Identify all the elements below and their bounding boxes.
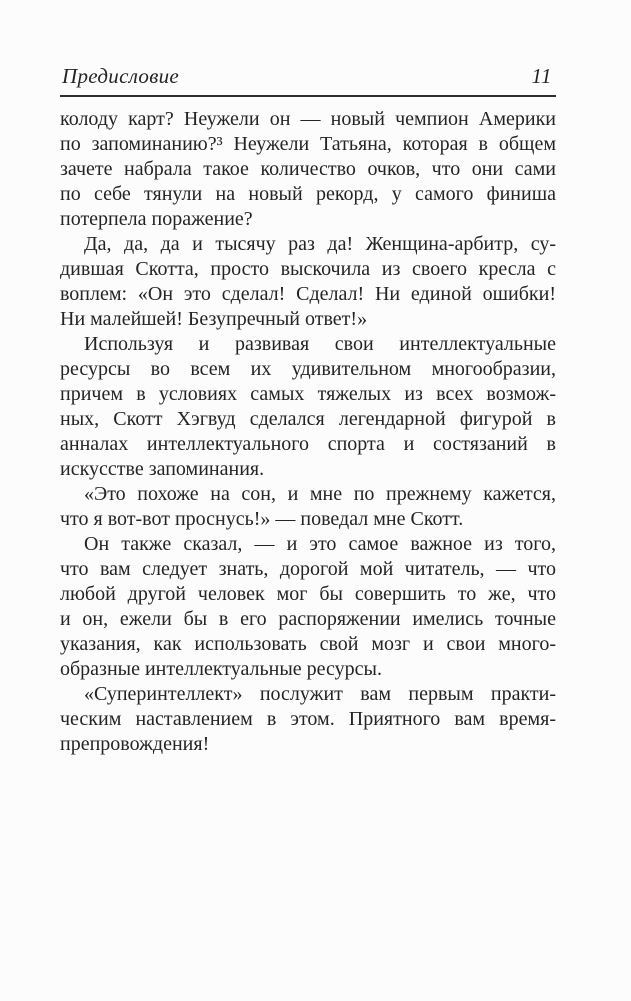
text-line: зачете набрала такое количество очков, что они сами: [60, 158, 556, 180]
running-header-title: Предисловие: [62, 64, 180, 88]
paragraph: [60, 107, 556, 232]
text-line: и он, ежели бы в его распоряжении имелись точные: [60, 608, 556, 630]
paragraph: [60, 682, 556, 757]
text-line: по запоминанию?³ Неужели Татьяна, которая в общем: [60, 133, 556, 155]
text-line: ческим наставлением в этом. Приятного вам время-: [60, 708, 556, 730]
running-header: [60, 66, 556, 97]
paragraph: [60, 532, 556, 682]
text-line: воплем: «Он это сделал! Сделал! Ни единой ошибки!: [60, 283, 556, 305]
page-body: [60, 107, 556, 757]
text-line: искусстве запоминания.: [60, 458, 265, 480]
text-line: по себе тянули на новый рекорд, у самого финиша: [60, 183, 556, 205]
text-line: анналах интеллектуального спорта и состязаний в: [60, 433, 556, 455]
text-line: причем в условиях самых тяжелых из всех возмож-: [60, 383, 556, 405]
paragraph: [60, 232, 556, 332]
paragraph: [60, 332, 556, 482]
text-line: препровождения!: [60, 733, 210, 755]
text-line: Он также сказал, — и это самое важное из того,: [84, 533, 556, 555]
text-line: Используя и развивая свои интеллектуальные: [84, 333, 556, 355]
text-line: указания, как использовать свой мозг и свои много-: [60, 633, 556, 655]
paragraph: [60, 482, 556, 532]
text-line: ресурсы во всем их удивительном многообразии,: [60, 358, 556, 380]
text-line: дившая Скотта, просто выскочила из своего кресла с: [60, 258, 556, 280]
page-number: 11: [531, 64, 552, 88]
text-line: что вам следует знать, дорогой мой читатель, — что: [60, 558, 556, 580]
page-content: [60, 66, 556, 757]
text-line: Ни малейшей! Безупречный ответ!»: [60, 308, 368, 330]
text-line: потерпела поражение?: [60, 208, 253, 230]
text-line: Да, да, да и тысячу раз да! Женщина-арбитр, су-: [84, 233, 556, 255]
text-line: колоду карт? Неужели он — новый чемпион Америки: [60, 108, 556, 130]
text-line: любой другой человек мог бы совершить то же, что: [60, 583, 556, 605]
text-line: ных, Скотт Хэгвуд сделался легендарной фигурой в: [60, 408, 556, 430]
text-line: «Суперинтеллект» послужит вам первым практи-: [84, 683, 556, 705]
text-line: «Это похоже на сон, и мне по прежнему кажется,: [84, 483, 556, 505]
text-line: что я вот-вот проснусь!» — поведал мне Скотт.: [60, 508, 464, 530]
text-line: образные интеллектуальные ресурсы.: [60, 658, 382, 680]
